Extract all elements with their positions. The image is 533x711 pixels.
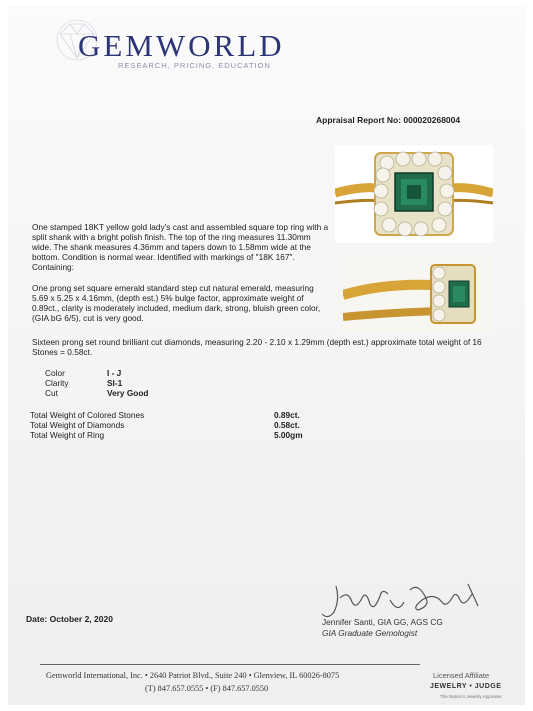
total-row-colored-stones bbox=[30, 410, 303, 420]
emerald-description: One prong set square emerald standard step cut natural emerald, measuring 5.69 x 5.25 x 4.16mm, (depth est.) 5% bulge factor, approximate weight of 0.89ct., clarity is moderately included, medium dark, strong, bluish green color, (GIA bG 6/5), cut is very good. bbox=[32, 283, 321, 323]
grade-value: I - J bbox=[107, 368, 122, 378]
diamond-grading-table bbox=[45, 368, 149, 398]
grade-label: Color bbox=[45, 368, 65, 378]
signatory-name: Jennifer Santi, GIA GG, AGS CG bbox=[322, 617, 443, 627]
item-description: One stamped 18KT yellow gold lady's cast and assembled square top ring with a split shank with a bright polish finish. The top of the ring measures 11.30mm wide. The shank measures 4.36mm and tapers down to 1.58mm wide at the bottom. Condition is normal wear. Identified with markings of "18K 167". Containing: bbox=[32, 222, 329, 272]
total-value: 0.89ct. bbox=[274, 410, 300, 420]
grade-row-cut bbox=[45, 388, 149, 398]
affiliate-title: Licensed Affiliate bbox=[433, 671, 490, 680]
ring-top-photo bbox=[335, 145, 493, 243]
grade-label: Clarity bbox=[45, 378, 69, 388]
grade-value: Very Good bbox=[107, 388, 149, 398]
grade-label: Cut bbox=[45, 388, 58, 398]
handwritten-signature bbox=[318, 580, 488, 622]
total-row-ring bbox=[30, 430, 303, 440]
ring-side-photo bbox=[343, 255, 493, 331]
grade-row-clarity bbox=[45, 378, 149, 388]
signatory-title: GIA Graduate Gemologist bbox=[322, 628, 418, 638]
brand-tagline: RESEARCH, PRICING, EDUCATION bbox=[118, 61, 271, 70]
grade-value: SI-1 bbox=[107, 378, 123, 388]
brand-logo-text: GEMWORLD bbox=[78, 28, 285, 63]
appraisal-date: Date: October 2, 2020 bbox=[26, 614, 113, 624]
report-number: Appraisal Report No: 000020268004 bbox=[316, 115, 461, 125]
affiliate-logo: JEWELRY • JUDGE bbox=[430, 683, 502, 690]
affiliate-tagline: The Nation's Jewelry Appraiser bbox=[440, 694, 502, 699]
total-label: Total Weight of Ring bbox=[30, 430, 105, 440]
total-label: Total Weight of Colored Stones bbox=[30, 410, 145, 420]
company-address: Gemworld International, Inc. • 2640 Patriot Blvd., Suite 240 • Glenview, IL 60026-8075 bbox=[46, 671, 340, 680]
footer-divider bbox=[40, 664, 420, 665]
diamond-description: Sixteen prong set round brilliant cut diamonds, measuring 2.20 - 2.10 x 1.29mm (depth est.) approximate total weight of 16 Stones = 0.58ct. bbox=[32, 337, 482, 357]
total-row-diamonds bbox=[30, 420, 303, 430]
company-phones: (T) 847.657.0555 • (F) 847.657.0550 bbox=[145, 684, 269, 693]
total-value: 5.00gm bbox=[274, 430, 303, 440]
total-label: Total Weight of Diamonds bbox=[30, 420, 125, 430]
weight-totals bbox=[30, 410, 303, 440]
total-value: 0.58ct. bbox=[274, 420, 300, 430]
grade-row-color bbox=[45, 368, 149, 378]
